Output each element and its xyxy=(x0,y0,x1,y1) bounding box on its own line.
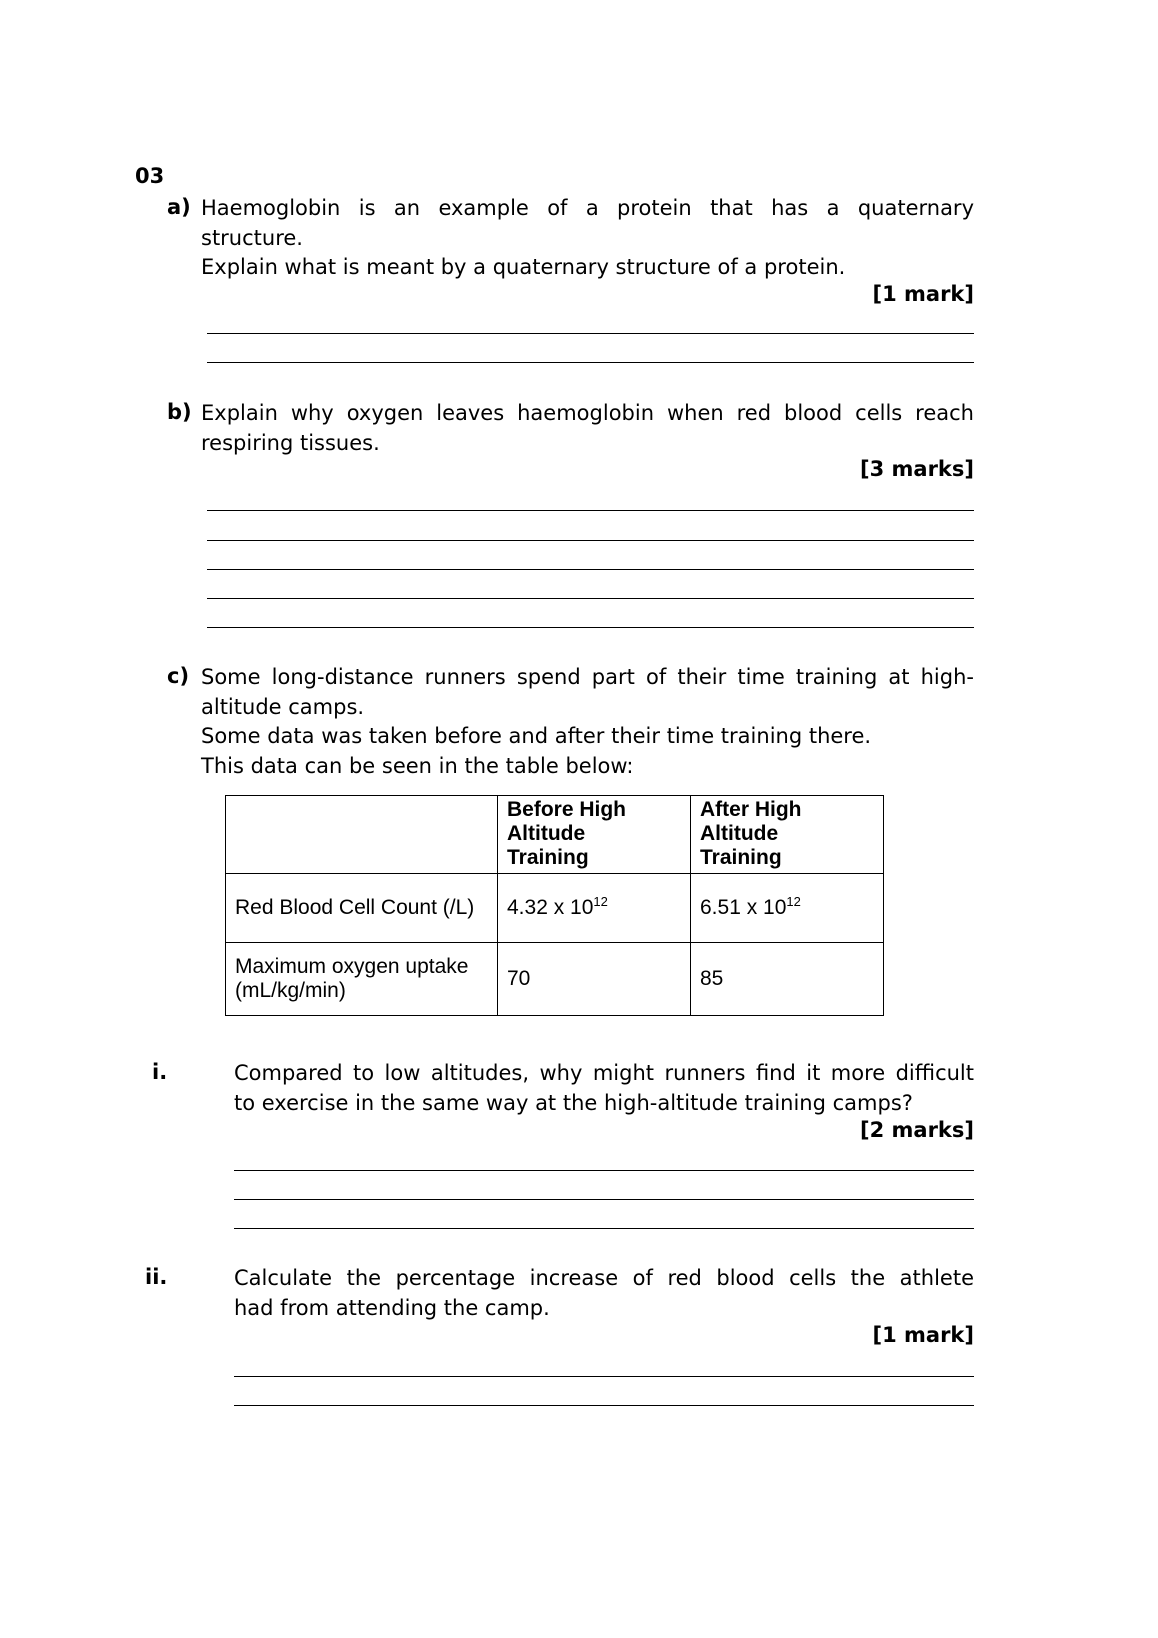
part-b-marks: [3 marks] xyxy=(860,457,974,481)
cell-exponent: 12 xyxy=(593,894,608,909)
answer-line[interactable] xyxy=(207,333,974,334)
row-label: Red Blood Cell Count (/L) xyxy=(226,874,498,943)
header-text: Altitude xyxy=(700,822,779,845)
question-line: Haemoglobin is an example of a protein that has a quaternary xyxy=(201,196,974,220)
answer-line[interactable] xyxy=(234,1405,974,1406)
row-label-line: (mL/kg/min) xyxy=(235,979,346,1002)
part-c-question xyxy=(201,663,974,781)
cell-after xyxy=(691,874,884,943)
table-row xyxy=(226,874,884,943)
cell-before: 70 xyxy=(498,943,691,1016)
question-line: structure. xyxy=(201,225,303,250)
data-table xyxy=(225,795,884,1016)
answer-line[interactable] xyxy=(234,1199,974,1200)
question-line: altitude camps. xyxy=(201,694,365,719)
part-c-label: c) xyxy=(167,664,190,688)
question-line: Some long-distance runners spend part of their time training at high- xyxy=(201,665,974,689)
answer-line[interactable] xyxy=(234,1170,974,1171)
header-text: Altitude xyxy=(507,822,586,845)
question-line: Calculate the percentage increase of red blood cells the athlete xyxy=(234,1266,974,1290)
answer-line[interactable] xyxy=(234,1376,974,1377)
answer-line[interactable] xyxy=(207,362,974,363)
header-text: Before High xyxy=(507,798,627,821)
question-line: This data can be seen in the table below: xyxy=(201,753,634,778)
cell-before xyxy=(498,874,691,943)
part-i-label: i. xyxy=(152,1060,168,1084)
header-text: Training xyxy=(700,846,782,869)
part-a-label: a) xyxy=(167,195,191,219)
part-i-question xyxy=(234,1059,974,1118)
answer-line[interactable] xyxy=(207,540,974,541)
question-line: Explain what is meant by a quaternary structure of a protein. xyxy=(201,255,846,279)
part-ii-label: ii. xyxy=(145,1265,168,1289)
question-line: had from attending the camp. xyxy=(234,1295,550,1320)
header-before xyxy=(498,796,691,874)
part-i-marks: [2 marks] xyxy=(860,1118,974,1142)
answer-line[interactable] xyxy=(207,627,974,628)
header-empty-cell xyxy=(226,796,498,874)
answer-line[interactable] xyxy=(207,510,974,511)
answer-line[interactable] xyxy=(207,598,974,599)
row-label xyxy=(226,943,498,1016)
header-after xyxy=(691,796,884,874)
question-line: Some data was taken before and after their time training there. xyxy=(201,724,872,748)
table-row xyxy=(226,943,884,1016)
answer-line[interactable] xyxy=(207,569,974,570)
part-a-marks: [1 mark] xyxy=(872,282,974,306)
question-line: respiring tissues. xyxy=(201,430,380,455)
cell-value: 4.32 x 10 xyxy=(507,896,594,919)
part-b-label: b) xyxy=(167,400,192,424)
cell-value: 6.51 x 10 xyxy=(700,896,787,919)
table-header-row xyxy=(226,796,884,874)
question-line: Explain why oxygen leaves haemoglobin when red blood cells reach xyxy=(201,401,974,425)
header-text: Training xyxy=(507,846,589,869)
header-text: After High xyxy=(700,798,802,821)
part-ii-question xyxy=(234,1264,974,1323)
part-ii-marks: [1 mark] xyxy=(872,1323,974,1347)
answer-line[interactable] xyxy=(234,1228,974,1229)
part-b-question xyxy=(201,399,974,458)
question-number: 03 xyxy=(135,164,165,188)
row-label-line: Maximum oxygen uptake xyxy=(235,955,469,978)
question-line: to exercise in the same way at the high-altitude training camps? xyxy=(234,1090,913,1115)
question-line: Compared to low altitudes, why might runners find it more difficult xyxy=(234,1061,974,1085)
cell-exponent: 12 xyxy=(786,894,801,909)
part-a-question xyxy=(201,194,974,283)
cell-after: 85 xyxy=(691,943,884,1016)
